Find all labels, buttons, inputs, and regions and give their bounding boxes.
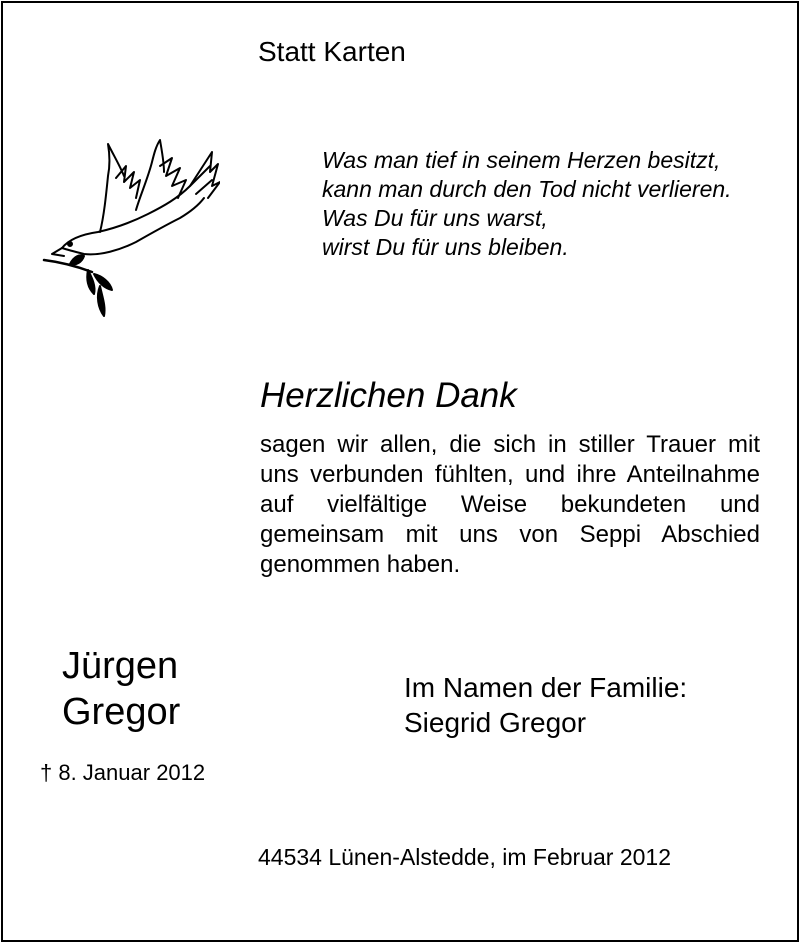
poem-line: wirst Du für uns bleiben. (322, 234, 569, 260)
header-title: Statt Karten (258, 36, 406, 67)
deceased-last-name: Gregor (62, 691, 181, 733)
dove-with-olive-branch-icon (40, 136, 220, 320)
poem (322, 146, 732, 262)
thanks-title: Herzlichen Dank (260, 376, 517, 415)
deceased-name (62, 643, 180, 735)
deceased-first-name: Jürgen (62, 645, 179, 687)
poem-line: kann man durch den Tod nicht verlieren. (322, 176, 732, 202)
family-line-1: Im Namen der Familie: (404, 672, 688, 703)
thanks-body: sagen wir allen, die sich in stiller Trauer mit uns verbunden fühlten, und ihre Anteilnahme auf vielfältige Weise bekundeten und gemeinsam mit uns von Seppi Abschied genommen haben. (260, 431, 760, 578)
place-date: 44534 Lünen-Alstedde, im Februar 2012 (258, 844, 672, 870)
family-line-2: Siegrid Gregor (404, 707, 587, 738)
poem-line: Was Du für uns warst, (322, 205, 548, 231)
death-date: † 8. Januar 2012 (40, 760, 206, 785)
poem-line: Was man tief in seinem Herzen besitzt, (322, 147, 721, 173)
family-signature (404, 670, 687, 740)
